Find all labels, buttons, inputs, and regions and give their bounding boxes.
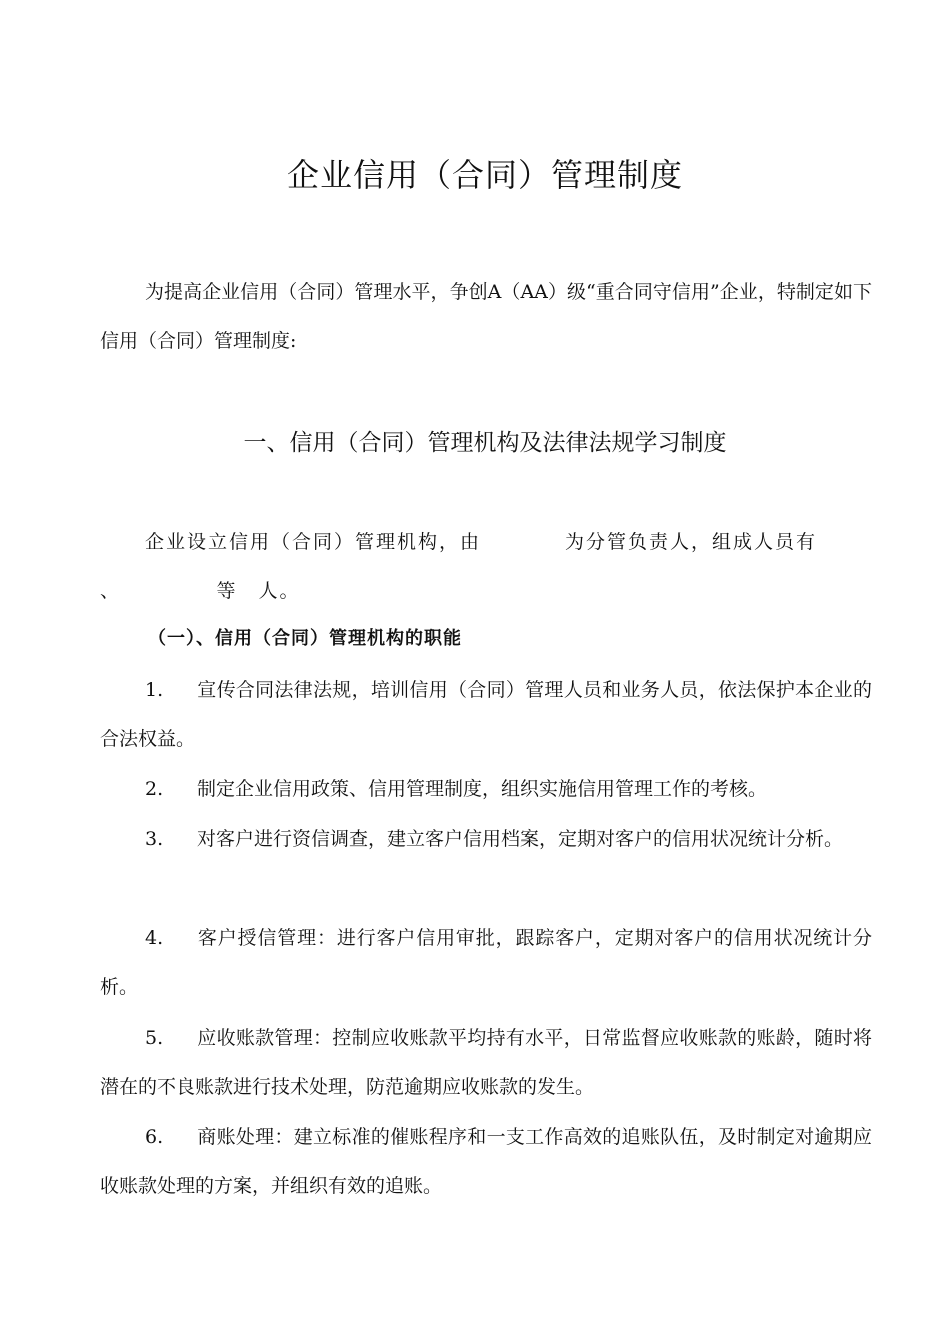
org-paragraph-line2: 、 等 人。 bbox=[100, 580, 301, 602]
item-number: 2. bbox=[145, 778, 164, 800]
item-number: 6. bbox=[145, 1126, 164, 1148]
list-item bbox=[100, 1113, 872, 1211]
item-number: 1. bbox=[145, 679, 164, 701]
item-number: 3. bbox=[145, 828, 164, 850]
item-text: 对客户进行资信调查，建立客户信用档案，定期对客户的信用状况统计分析。 bbox=[197, 828, 844, 850]
item-text: 制定企业信用政策、信用管理制度，组织实施信用管理工作的考核。 bbox=[197, 778, 768, 800]
list-item bbox=[100, 666, 872, 764]
list-item bbox=[100, 765, 872, 814]
intro-paragraph: 为提高企业信用（合同）管理水平，争创A（AA）级“重合同守信用”企业，特制定如下信用（合同）管理制度: bbox=[100, 281, 872, 352]
item-text: 客户授信管理：进行客户信用审批，跟踪客户，定期对客户的信用状况统计分析。 bbox=[100, 927, 872, 998]
item-number: 5. bbox=[145, 1027, 164, 1049]
org-paragraph-line1: 企业设立信用（合同）管理机构，由 为分管负责人，组成人员有 bbox=[145, 531, 818, 553]
item-text: 商账处理：建立标准的催账程序和一支工作高效的追账队伍，及时制定对逾期应收账款处理的方案，并组织有效的追账。 bbox=[100, 1126, 872, 1197]
document-title: 企业信用（合同）管理制度 bbox=[286, 156, 683, 194]
item-text: 宣传合同法律法规，培训信用（合同）管理人员和业务人员，依法保护本企业的合法权益。 bbox=[100, 679, 872, 750]
subsection-heading: （一）、信用（合同）管理机构的职能 bbox=[148, 628, 462, 649]
list-item bbox=[100, 914, 872, 1012]
item-number: 4. bbox=[145, 927, 164, 949]
list-item bbox=[100, 1014, 872, 1112]
item-text: 应收账款管理：控制应收账款平均持有水平，日常监督应收账款的账龄，随时将潜在的不良账款进行技术处理，防范逾期应收账款的发生。 bbox=[100, 1027, 872, 1098]
list-item bbox=[100, 815, 872, 864]
section-heading: 一、信用（合同）管理机构及法律法规学习制度 bbox=[243, 430, 727, 456]
